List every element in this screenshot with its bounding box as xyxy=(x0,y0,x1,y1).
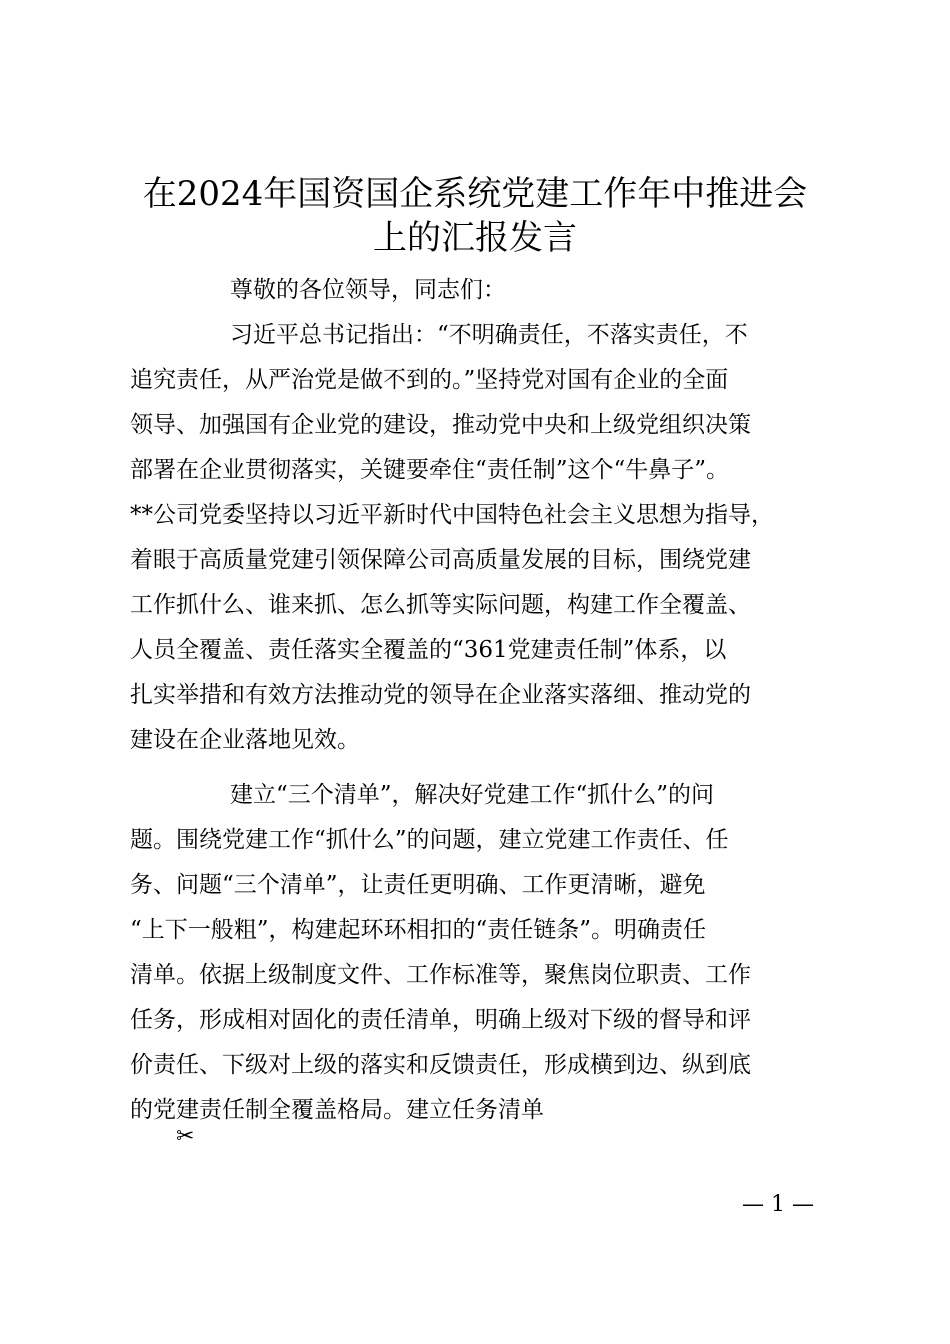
paragraph-line: 领导、加强国有企业党的建设，推动党中央和上级党组织决策 xyxy=(130,412,751,438)
page-number: — 1 — xyxy=(742,1192,814,1217)
title-line-2: 上的汇报发言 xyxy=(373,218,577,258)
paragraph-1 xyxy=(130,313,830,763)
salutation xyxy=(130,268,830,313)
paragraph-line: **公司党委坚持以习近平新时代中国特色社会主义思想为指导， xyxy=(130,502,774,528)
paragraph-line: “上下一般粗”，构建起环环相扣的“责任链条”。明确责任 xyxy=(130,917,707,943)
paragraph-line: 着眼于高质量党建引领保障公司高质量发展的目标，围绕党建 xyxy=(130,547,751,573)
paragraph-line: 价责任、下级对上级的落实和反馈责任，形成横到边、纵到底 xyxy=(130,1052,751,1078)
paragraph-line: 任务，形成相对固化的责任清单，明确上级对下级的督导和评 xyxy=(130,1007,751,1033)
paragraph-line: 工作抓什么、谁来抓、怎么抓等实际问题，构建工作全覆盖、 xyxy=(130,592,751,618)
paragraph-line: 的党建责任制全覆盖格局。建立任务清单 xyxy=(130,1097,544,1123)
paragraph-line: 清单。依据上级制度文件、工作标准等，聚焦岗位职责、工作 xyxy=(130,962,751,988)
title-line-1: 在2024年国资国企系统党建工作年中推进会 xyxy=(142,174,808,214)
paragraph-line: 题。围绕党建工作“抓什么”的问题，建立党建工作责任、任 xyxy=(130,827,729,853)
paragraph-line: 追究责任，从严治党是做不到的。”坚持党对国有企业的全面 xyxy=(130,367,729,393)
paragraph-line: 部署在企业贯彻落实，关键要牵住“责任制”这个“牛鼻子”。 xyxy=(130,457,730,483)
paragraph-2 xyxy=(130,773,830,1133)
document-title xyxy=(120,172,830,260)
paragraph-line: 扎实举措和有效方法推动党的领导在企业落实落细、推动党的 xyxy=(130,682,751,708)
paragraph-line: 建设在企业落地见效。 xyxy=(130,727,360,753)
paragraph-line: 习近平总书记指出：“不明确责任，不落实责任，不 xyxy=(230,322,748,348)
scissors-icon: ✂ xyxy=(176,1124,195,1149)
paragraph-line: 建立“三个清单”，解决好党建工作“抓什么”的问 xyxy=(230,782,715,808)
paragraph-line: 务、问题“三个清单”，让责任更明确、工作更清晰，避免 xyxy=(130,872,706,898)
paragraph-line: 人员全覆盖、责任落实全覆盖的“361党建责任制”体系，以 xyxy=(130,637,727,663)
salutation-text: 尊敬的各位领导，同志们： xyxy=(230,277,506,303)
